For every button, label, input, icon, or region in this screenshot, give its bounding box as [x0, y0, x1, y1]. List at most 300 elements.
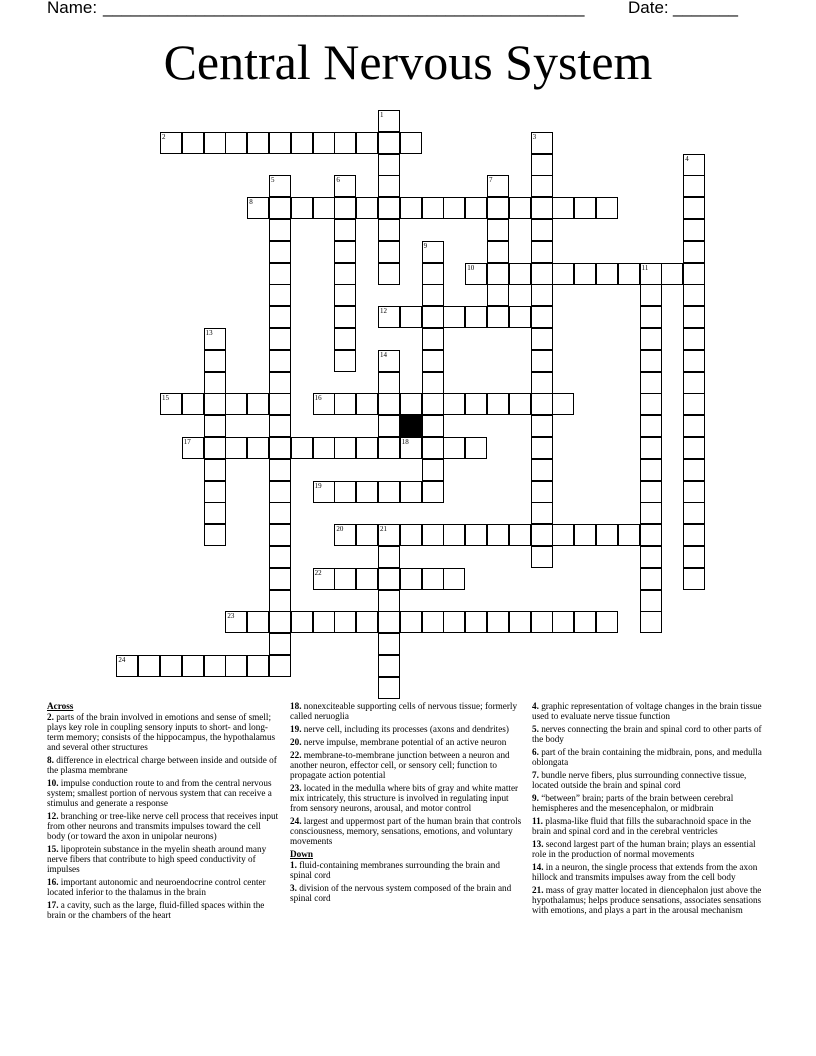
grid-cell[interactable] — [487, 393, 509, 415]
grid-cell[interactable] — [487, 197, 509, 219]
grid-cell[interactable] — [640, 415, 662, 437]
clue-item-text: membrane-to-membrane junction between a neuron and another neuron, effector cell, or sensory cell; function to propagate action potential — [290, 750, 510, 780]
grid-cell[interactable] — [422, 306, 444, 328]
clue-item — [290, 737, 522, 747]
clue-number-24: 24 — [118, 656, 126, 664]
clue-number-22: 22 — [314, 568, 322, 577]
clue-item — [532, 793, 770, 813]
clues-column-2 — [290, 701, 522, 906]
grid-cell[interactable] — [683, 263, 705, 285]
grid-cell[interactable] — [204, 459, 226, 481]
grid-cell[interactable] — [204, 437, 226, 459]
clue-item-text: bundle nerve fibers, plus surrounding connective tissue, located outside the brain and spinal cord — [532, 770, 747, 790]
grid-cell[interactable] — [225, 393, 247, 415]
grid-cell[interactable] — [269, 393, 291, 415]
clue-item-number: 1. — [290, 860, 297, 870]
grid-cell[interactable] — [269, 132, 291, 154]
grid-cell[interactable] — [443, 437, 465, 459]
grid-cell[interactable] — [422, 481, 444, 503]
grid-cell[interactable] — [531, 175, 553, 197]
grid-cell[interactable] — [531, 263, 553, 285]
clue-item-number: 22. — [290, 750, 302, 760]
grid-cell[interactable] — [334, 241, 356, 263]
grid-cell[interactable] — [422, 197, 444, 219]
grid-cell[interactable] — [683, 437, 705, 459]
grid-cell[interactable] — [138, 655, 160, 677]
grid-cell[interactable] — [247, 132, 269, 154]
grid-cell[interactable] — [509, 611, 531, 633]
grid-cell[interactable] — [400, 197, 422, 219]
clues-column-1 — [47, 701, 279, 923]
grid-cell[interactable] — [313, 611, 335, 633]
date-label: Date: — [628, 0, 669, 17]
grid-cell[interactable] — [400, 524, 422, 546]
clues-column-3 — [532, 701, 770, 918]
clue-item-text: difference in electrical charge between inside and outside of the plasma membrane — [47, 755, 277, 775]
grid-cell[interactable] — [204, 524, 226, 546]
grid-cell[interactable] — [640, 611, 662, 633]
grid-cell[interactable] — [334, 197, 356, 219]
clue-item-number: 11. — [532, 816, 543, 826]
grid-cell[interactable] — [465, 197, 487, 219]
grid-cell[interactable] — [334, 306, 356, 328]
grid-cell[interactable] — [378, 372, 400, 394]
grid-cell[interactable] — [269, 415, 291, 437]
clue-item — [532, 747, 770, 767]
grid-cell[interactable] — [291, 132, 313, 154]
grid-cell[interactable] — [247, 611, 269, 633]
grid-cell[interactable] — [552, 611, 574, 633]
clue-number-14: 14 — [380, 350, 387, 359]
clue-item — [532, 701, 770, 721]
grid-cell[interactable] — [269, 459, 291, 481]
grid-cell[interactable] — [204, 502, 226, 524]
grid-cell[interactable] — [225, 437, 247, 459]
grid-cell[interactable] — [204, 350, 226, 372]
grid-cell[interactable] — [683, 372, 705, 394]
grid-cell[interactable] — [204, 415, 226, 437]
grid-cell[interactable] — [422, 393, 444, 415]
grid-cell[interactable] — [269, 655, 291, 677]
grid-cell[interactable] — [269, 241, 291, 263]
grid-cell[interactable] — [683, 502, 705, 524]
grid-cell[interactable] — [378, 415, 400, 437]
clue-item-text: impulse conduction route to and from the central nervous system; smallest portion of nervous system that can receive a stimulus and generate a response — [47, 778, 272, 808]
grid-cell[interactable] — [291, 437, 313, 459]
grid-cell[interactable] — [683, 328, 705, 350]
grid-cell[interactable] — [247, 393, 269, 415]
grid-cell[interactable] — [683, 415, 705, 437]
grid-cell[interactable] — [574, 263, 596, 285]
clue-item-text: fluid-containing membranes surrounding the brain and spinal cord — [290, 860, 500, 880]
grid-cell[interactable] — [487, 219, 509, 241]
grid-cell[interactable] — [509, 263, 531, 285]
grid-cell[interactable] — [465, 437, 487, 459]
grid-cell[interactable] — [204, 655, 226, 677]
grid-cell[interactable] — [683, 306, 705, 328]
clue-item-text: parts of the brain involved in emotions and sense of smell; plays key role in coupling sensory inputs to short- and long-term memory; consists of the hippocampus, the hypothalamus and several other structures — [47, 712, 276, 752]
grid-cell[interactable] — [422, 415, 444, 437]
clue-item — [47, 844, 279, 874]
clue-item — [532, 862, 770, 882]
grid-cell[interactable] — [443, 393, 465, 415]
grid-cell[interactable] — [356, 132, 378, 154]
clue-item-text: located in the medulla where bits of gray and white matter mix intricately, this structure is involved in regulating input from sensory neurons, arousal, and motor control — [290, 783, 519, 813]
grid-cell[interactable] — [531, 372, 553, 394]
grid-cell[interactable] — [422, 350, 444, 372]
grid-cell[interactable] — [334, 568, 356, 590]
grid-cell[interactable] — [313, 197, 335, 219]
grid-cell[interactable] — [247, 655, 269, 677]
clue-number-4: 4 — [685, 154, 689, 163]
clue-item — [47, 811, 279, 841]
grid-cell[interactable] — [465, 611, 487, 633]
grid-cell[interactable] — [378, 655, 400, 677]
grid-cell[interactable] — [531, 284, 553, 306]
grid-cell[interactable] — [531, 524, 553, 546]
grid-cell[interactable] — [487, 611, 509, 633]
clue-item-text: nerve impulse, membrane potential of an active neuron — [303, 737, 507, 747]
grid-cell[interactable] — [334, 263, 356, 285]
grid-cell[interactable] — [574, 197, 596, 219]
clue-number-23: 23 — [227, 612, 235, 621]
grid-cell[interactable] — [531, 219, 553, 241]
grid-cell[interactable] — [531, 393, 553, 415]
grid-cell[interactable] — [378, 677, 400, 699]
grid-cell[interactable] — [313, 437, 335, 459]
grid-cell[interactable] — [378, 393, 400, 415]
grid-cell[interactable] — [400, 132, 422, 154]
grid-cell[interactable] — [443, 306, 465, 328]
grid-cell[interactable] — [269, 372, 291, 394]
grid-cell[interactable] — [596, 263, 618, 285]
clue-item-number: 4. — [532, 701, 539, 711]
grid-cell[interactable] — [400, 481, 422, 503]
grid-cell[interactable] — [683, 284, 705, 306]
clue-item-number: 14. — [532, 862, 544, 872]
grid-cell[interactable] — [596, 197, 618, 219]
grid-cell[interactable] — [400, 393, 422, 415]
grid-cell[interactable] — [640, 546, 662, 568]
grid-cell[interactable] — [640, 481, 662, 503]
grid-cell[interactable] — [640, 284, 662, 306]
clue-item-text: “between” brain; parts of the brain between cerebral hemispheres and the mesencephalon, or midbrain — [532, 793, 734, 813]
grid-cell[interactable] — [334, 219, 356, 241]
clue-item-text: second largest part of the human brain; plays an essential role in the production of normal movements — [532, 839, 756, 859]
clue-item-number: 7. — [532, 770, 539, 780]
grid-cell[interactable] — [531, 306, 553, 328]
grid-cell[interactable] — [531, 328, 553, 350]
clue-item — [290, 701, 522, 721]
grid-cell[interactable] — [334, 481, 356, 503]
grid-cell[interactable] — [378, 611, 400, 633]
grid-cell[interactable] — [269, 328, 291, 350]
grid-cell[interactable] — [640, 524, 662, 546]
clue-item-number: 21. — [532, 885, 544, 895]
grid-cell[interactable] — [487, 306, 509, 328]
grid-cell[interactable] — [683, 568, 705, 590]
grid-cell[interactable] — [683, 175, 705, 197]
grid-cell[interactable] — [356, 393, 378, 415]
grid-cell[interactable] — [334, 328, 356, 350]
grid-cell[interactable] — [618, 263, 640, 285]
grid-cell[interactable] — [334, 132, 356, 154]
grid-cell[interactable] — [378, 633, 400, 655]
clue-item-text: important autonomic and neuroendocrine control center located inferior to the thalamus in the brain — [47, 877, 266, 897]
grid-cell[interactable] — [531, 481, 553, 503]
grid-cell[interactable] — [487, 284, 509, 306]
grid-cell[interactable] — [640, 306, 662, 328]
grid-cell[interactable] — [204, 481, 226, 503]
grid-cell[interactable] — [640, 502, 662, 524]
grid-cell[interactable] — [356, 568, 378, 590]
grid-cell[interactable] — [443, 611, 465, 633]
grid-cell[interactable] — [509, 197, 531, 219]
clue-item — [47, 778, 279, 808]
grid-cell[interactable] — [443, 197, 465, 219]
grid-cell[interactable] — [531, 241, 553, 263]
clue-number-16: 16 — [314, 394, 322, 403]
grid-cell[interactable] — [269, 590, 291, 612]
clue-item-number: 3. — [290, 883, 297, 893]
grid-cell[interactable] — [531, 611, 553, 633]
clue-item — [532, 724, 770, 744]
grid-cell[interactable] — [291, 197, 313, 219]
clue-item-number: 23. — [290, 783, 302, 793]
grid-cell[interactable] — [487, 524, 509, 546]
grid-cell[interactable] — [400, 568, 422, 590]
clue-item-number: 18. — [290, 701, 302, 711]
grid-cell[interactable] — [269, 437, 291, 459]
grid-cell[interactable] — [683, 219, 705, 241]
clue-item — [290, 783, 522, 813]
grid-cell[interactable] — [378, 481, 400, 503]
grid-cell[interactable] — [334, 350, 356, 372]
clue-number-5: 5 — [271, 176, 275, 185]
grid-cell[interactable] — [378, 568, 400, 590]
grid-cell[interactable] — [225, 132, 247, 154]
grid-cell[interactable] — [683, 197, 705, 219]
clue-item — [47, 712, 279, 752]
grid-cell[interactable] — [640, 393, 662, 415]
grid-cell[interactable] — [182, 655, 204, 677]
across-heading: Across — [47, 701, 74, 711]
grid-cell[interactable] — [422, 328, 444, 350]
clue-item-text: nerves connecting the brain and spinal cord to other parts of the body — [532, 724, 762, 744]
grid-cell[interactable] — [269, 306, 291, 328]
grid-cell[interactable] — [400, 306, 422, 328]
grid-cell[interactable] — [509, 306, 531, 328]
clue-item — [532, 816, 770, 836]
clue-number-1: 1 — [380, 111, 384, 119]
clue-item-text: nonexciteable supporting cells of nervous tissue; formerly called neruoglia — [290, 701, 518, 721]
clue-item-text: graphic representation of voltage changes in the brain tissue used to evaluate nerve tissue function — [532, 701, 762, 721]
grid-cell[interactable] — [182, 132, 204, 154]
clue-number-9: 9 — [423, 241, 428, 250]
grid-cell[interactable] — [269, 263, 291, 285]
grid-cell[interactable] — [574, 524, 596, 546]
grid-cell[interactable] — [487, 241, 509, 263]
grid-cell[interactable] — [356, 524, 378, 546]
grid-cell[interactable] — [683, 393, 705, 415]
clue-number-7: 7 — [489, 176, 493, 185]
grid-cell[interactable] — [552, 263, 574, 285]
grid-cell[interactable] — [574, 611, 596, 633]
clue-item-number: 16. — [47, 877, 59, 887]
clue-item — [290, 816, 522, 846]
grid-cell[interactable] — [552, 393, 574, 415]
grid-cell[interactable] — [356, 481, 378, 503]
grid-cell[interactable] — [269, 481, 291, 503]
grid-cell[interactable] — [269, 611, 291, 633]
grid-cell[interactable] — [291, 611, 313, 633]
grid-cell[interactable] — [378, 241, 400, 263]
grid-cell[interactable] — [531, 197, 553, 219]
clue-item-number: 17. — [47, 900, 59, 910]
clue-item-text: a cavity, such as the large, fluid-filled spaces within the brain or the chambers of the heart — [47, 900, 265, 920]
grid-cell[interactable] — [422, 284, 444, 306]
grid-cell[interactable] — [378, 546, 400, 568]
grid-cell[interactable] — [531, 502, 553, 524]
grid-cell[interactable] — [378, 175, 400, 197]
grid-cell[interactable] — [334, 393, 356, 415]
grid-cell[interactable] — [487, 263, 509, 285]
clue-number-6: 6 — [336, 176, 340, 185]
clue-number-11: 11 — [641, 263, 649, 272]
grid-cell[interactable] — [422, 524, 444, 546]
grid-cell[interactable] — [378, 263, 400, 285]
grid-cell[interactable] — [422, 568, 444, 590]
grid-cell[interactable] — [422, 437, 444, 459]
clue-item — [290, 883, 522, 903]
grid-cell[interactable] — [683, 546, 705, 568]
grid-cell[interactable] — [640, 568, 662, 590]
grid-cell[interactable] — [378, 132, 400, 154]
grid-cell[interactable] — [531, 459, 553, 481]
grid-cell[interactable] — [269, 284, 291, 306]
grid-cell[interactable] — [422, 459, 444, 481]
grid-cell[interactable] — [204, 372, 226, 394]
grid-cell[interactable] — [334, 437, 356, 459]
grid-cell[interactable] — [269, 633, 291, 655]
grid-cell[interactable] — [356, 611, 378, 633]
grid-cell[interactable] — [531, 350, 553, 372]
grid-cell[interactable] — [269, 219, 291, 241]
grid-cell[interactable] — [531, 546, 553, 568]
date-line: _______ — [673, 0, 738, 17]
grid-cell[interactable] — [683, 481, 705, 503]
clue-item-number: 5. — [532, 724, 539, 734]
grid-cell[interactable] — [531, 415, 553, 437]
clue-item — [290, 750, 522, 780]
grid-cell[interactable] — [225, 655, 247, 677]
grid-cell[interactable] — [269, 524, 291, 546]
grid-cell[interactable] — [378, 154, 400, 176]
grid-cell[interactable] — [400, 611, 422, 633]
grid-cell[interactable] — [269, 546, 291, 568]
grid-cell[interactable] — [269, 568, 291, 590]
grid-cell[interactable] — [422, 263, 444, 285]
grid-cell[interactable] — [378, 197, 400, 219]
name-line: ____________________________________________________ — [103, 0, 585, 17]
page-title: Central Nervous System — [163, 34, 653, 90]
grid-cell[interactable] — [269, 350, 291, 372]
clue-item-number: 13. — [532, 839, 544, 849]
grid-cell[interactable] — [640, 372, 662, 394]
grid-cell[interactable] — [378, 437, 400, 459]
grid-cell[interactable] — [531, 437, 553, 459]
grid-cell[interactable] — [204, 393, 226, 415]
grid-cell[interactable] — [465, 393, 487, 415]
grid-cell[interactable] — [683, 241, 705, 263]
grid-cell[interactable] — [509, 393, 531, 415]
grid-cell[interactable] — [269, 197, 291, 219]
clue-item-number: 19. — [290, 724, 302, 734]
clue-item-text: nerve cell, including its processes (axons and dendrites) — [303, 724, 509, 734]
clue-item-number: 8. — [47, 755, 54, 765]
clue-item-text: lipoprotein substance in the myelin sheath around many nerve fibers that contribute to high speed conductivity of impulses — [47, 844, 267, 874]
grid-cell[interactable] — [269, 502, 291, 524]
grid-cell[interactable] — [334, 611, 356, 633]
grid-cell[interactable] — [422, 611, 444, 633]
grid-cell[interactable] — [509, 524, 531, 546]
grid-cell[interactable] — [443, 524, 465, 546]
clue-item-text: branching or tree-like nerve cell process that receives input from other neurons and transmits impulses toward the cell body (or toward the axon in unipolar neurons) — [47, 811, 279, 841]
grid-cell[interactable] — [465, 524, 487, 546]
grid-cell[interactable] — [618, 524, 640, 546]
clue-item-text: plasma-like fluid that fills the subarachnoid space in the brain and spinal cord and in the cerebral ventricles — [532, 816, 751, 836]
clue-item — [47, 900, 279, 920]
grid-cell[interactable] — [356, 197, 378, 219]
grid-cell[interactable] — [247, 437, 269, 459]
clue-number-17: 17 — [183, 438, 191, 446]
grid-cell[interactable] — [204, 132, 226, 154]
grid-cell[interactable] — [378, 219, 400, 241]
grid-cell[interactable] — [683, 459, 705, 481]
grid-cell[interactable] — [683, 524, 705, 546]
grid-cell[interactable] — [182, 393, 204, 415]
grid-cell[interactable] — [160, 655, 182, 677]
grid-cell[interactable] — [640, 590, 662, 612]
grid-cell[interactable] — [552, 524, 574, 546]
grid-cell[interactable] — [313, 132, 335, 154]
grid-cell[interactable] — [640, 437, 662, 459]
clue-item-text: division of the nervous system composed of the brain and spinal cord — [290, 883, 512, 903]
grid-cell[interactable] — [334, 284, 356, 306]
clue-number-18: 18 — [401, 438, 409, 446]
grid-cell[interactable] — [640, 459, 662, 481]
grid-cell[interactable] — [356, 437, 378, 459]
grid-cell[interactable] — [596, 524, 618, 546]
clue-item — [47, 755, 279, 775]
grid-cell[interactable] — [531, 154, 553, 176]
grid-cell[interactable] — [552, 197, 574, 219]
grid-cell[interactable] — [378, 590, 400, 612]
grid-cell[interactable] — [443, 568, 465, 590]
grid-cell[interactable] — [640, 350, 662, 372]
grid-cell[interactable] — [640, 328, 662, 350]
clue-item-number: 15. — [47, 844, 59, 854]
clue-number-2: 2 — [162, 132, 166, 141]
clue-number-3: 3 — [532, 132, 537, 141]
grid-cell[interactable] — [465, 306, 487, 328]
grid-cell[interactable] — [422, 372, 444, 394]
grid-cell[interactable] — [661, 263, 683, 285]
grid-cell[interactable] — [683, 350, 705, 372]
clue-item-text: largest and uppermost part of the human brain that controls consciousness, memory, sensations, emotions, and voluntary movements — [290, 816, 522, 846]
grid-cell[interactable] — [596, 611, 618, 633]
clue-number-10: 10 — [467, 263, 475, 272]
